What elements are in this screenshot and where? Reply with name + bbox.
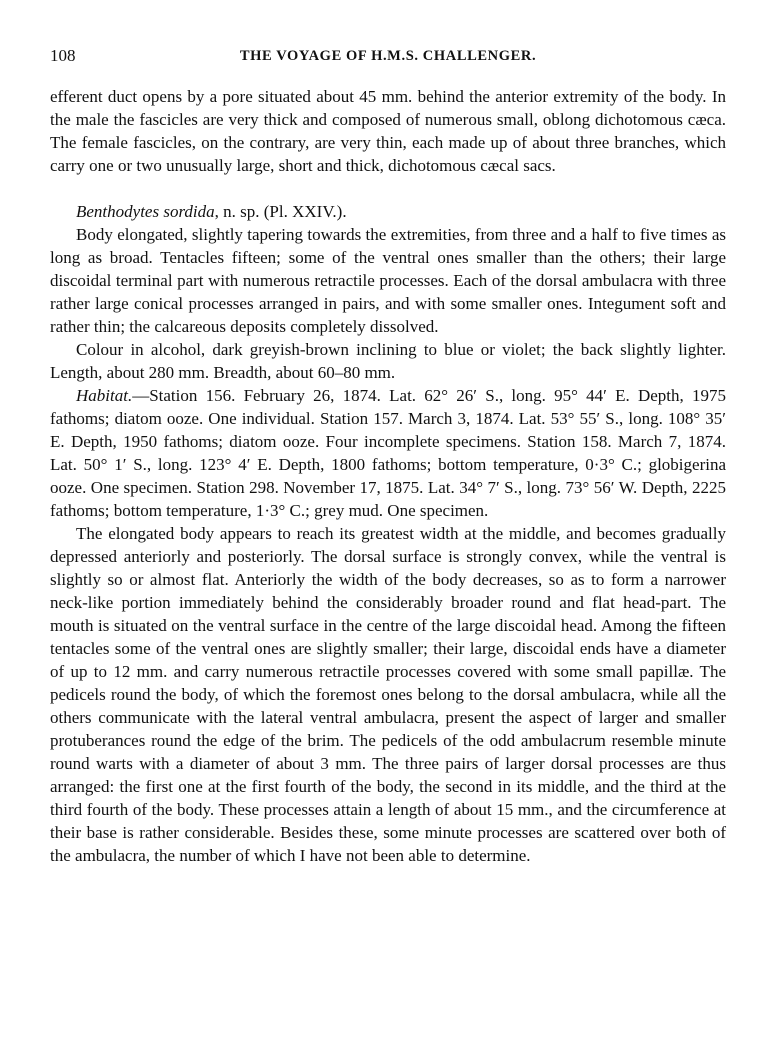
paragraph-habitat	[50, 384, 726, 522]
species-heading	[50, 200, 726, 223]
habitat-label: Habitat.	[76, 386, 133, 405]
running-head	[50, 44, 726, 68]
paragraph-diagnosis: Body elongated, slightly tapering towards the extremities, from three and a half to five times as long as broad. Tentacles fifteen; some of the ventral ones smaller than the others; their large discoidal terminal part with numerous retractile processes. Each of the dorsal ambulacra with three rather large conical processes arranged in pairs, and with some smaller ones. Integument soft and rather thin; the calcareous deposits completely dissolved.	[50, 225, 726, 336]
running-title: THE VOYAGE OF H.M.S. CHALLENGER.	[239, 48, 537, 64]
body-text	[50, 85, 726, 867]
paragraph-description: The elongated body appears to reach its greatest width at the middle, and becomes gradually depressed anteriorly and posteriorly. The dorsal surface is strongly convex, while the ventral is slightly so or almost flat. Anteriorly the width of the body decreases, so as to form a narrower neck-like portion immediately behind the considerably broader round and flat head-part. The mouth is situated on the ventral surface in the centre of the large discoidal head. Among the fifteen tentacles some of the ventral ones are slightly smaller; their large, discoidal ends have a diameter of up to 12 mm. and carry numerous retractile processes covered with some small papillæ. The pedicels round the body, of which the foremost ones belong to the dorsal ambulacra, while all the others communicate with the lateral ventral ambulacra, present the aspect of larger and smaller protuberances round the edge of the brim. The pedicels of the odd ambulacrum resemble minute round warts with a diameter of about 3 mm. The three pairs of larger dorsal processes are thus arranged: the first one at the first fourth of the body, the second in its middle, and the third at the third fourth of the body. These processes attain a length of about 15 mm., and the circumference at their base is rather considerable. Besides these, some minute processes are scattered over both of the ambulacra, the number of which I have not been able to determine.	[50, 524, 726, 865]
paragraph-colour: Colour in alcohol, dark greyish-brown inclining to blue or violet; the back slightly lighter. Length, about 280 mm. Breadth, about 60–80 mm.	[50, 340, 726, 382]
page-number: 108	[50, 46, 76, 65]
habitat-text: —Station 156. February 26, 1874. Lat. 62° 26′ S., long. 95° 44′ E. Depth, 1975 fathoms; diatom ooze. One individual. Station 157. March 3, 1874. Lat. 53° 55′ S., long. 108° 35′ E. Depth, 1950 fathoms; diatom ooze. Four incomplete specimens. Station 158. March 7, 1874. Lat. 50° 1′ S., long. 123° 4′ E. Depth, 1800 fathoms; bottom temperature, 0·3° C.; globigerina ooze. One specimen. Station 298. November 17, 1875. Lat. 34° 7′ S., long. 73° 56′ W. Depth, 2225 fathoms; bottom temperature, 1·3° C.; grey mud. One specimen.	[50, 386, 726, 520]
species-name: Benthodytes sordida	[76, 202, 215, 221]
species-suffix: , n. sp. (Pl. XXIV.).	[214, 202, 347, 221]
paragraph-continuation: efferent duct opens by a pore situated about 45 mm. behind the anterior extremity of the body. In the male the fascicles are very thick and composed of numerous small, oblong dichotomous cæca. The female fascicles, on the contrary, are very thin, each made up of about three branches, which carry one or two unusually large, short and thick, dichotomous cæcal sacs.	[50, 87, 726, 175]
